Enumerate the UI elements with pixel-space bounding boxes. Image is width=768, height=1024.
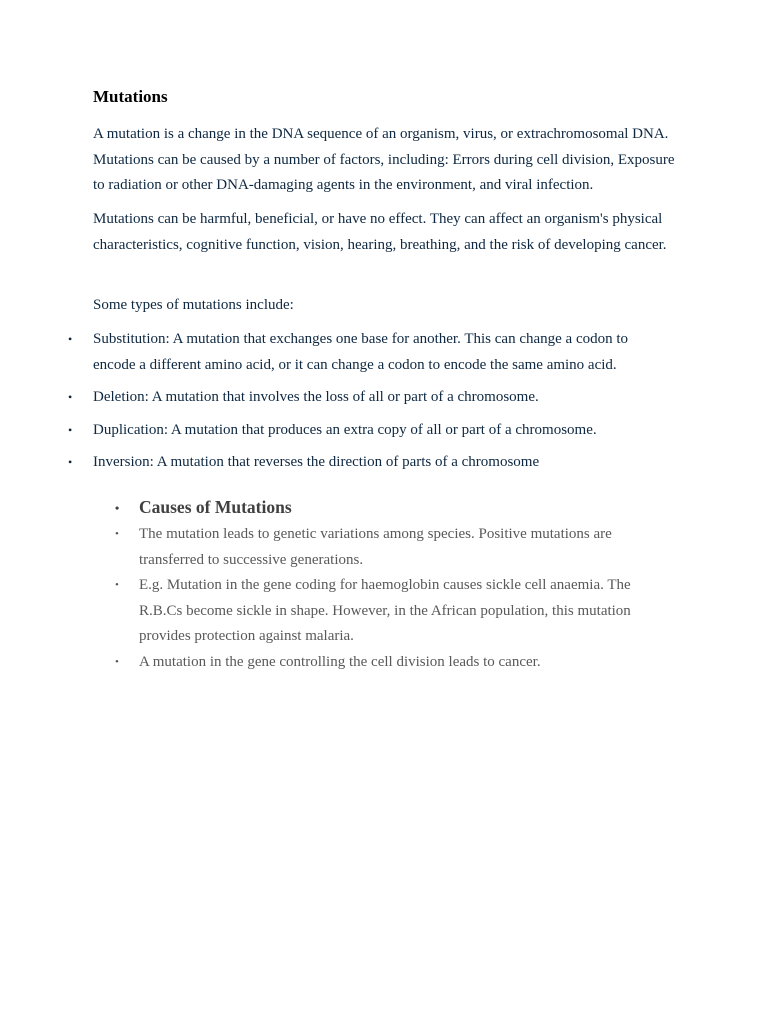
causes-item-text: The mutation leads to genetic variations among species. Positive mutations are transferred to successive generations. [139,526,612,568]
bullet-icon: • [68,455,73,469]
list-item-duplication [0,418,663,444]
bullet-icon: • [115,528,119,540]
intro-paragraph: A mutation is a change in the DNA sequence of an organism, virus, or extrachromosomal DNA. Mutations can be caused by a number of factors, including: Errors during cell division, Exposure to radiation or other DNA-damaging agents in the environment, and viral infection. [93,126,675,193]
document-title: Mutations [93,87,168,106]
bullet-icon: • [68,332,73,346]
causes-item-text: A mutation in the gene controlling the cell division leads to cancer. [139,653,541,670]
causes-list-item [0,522,659,573]
causes-heading [0,494,659,521]
causes-list-item [0,650,659,676]
bullet-icon: • [115,579,119,591]
bullet-icon: • [115,501,120,515]
list-item-text: Inversion: A mutation that reverses the direction of parts of a chromosome [93,454,540,470]
causes-heading-text: Causes of Mutations [139,497,292,517]
effects-paragraph: Mutations can be harmful, beneficial, or have no effect. They can affect an organism's physical characteristics, cognitive function, vision, hearing, breathing, and the risk of developing cancer. [93,211,667,253]
causes-list-item [0,573,659,650]
list-item-deletion [0,385,663,411]
causes-section [0,494,768,675]
list-item-text: Deletion: A mutation that involves the loss of all or part of a chromosome. [93,389,539,405]
list-item-text: Duplication: A mutation that produces an extra copy of all or part of a chromosome. [93,421,597,438]
causes-item-text: E.g. Mutation in the gene coding for haemoglobin causes sickle cell anaemia. The R.B.Cs become sickle in shape. However, in the African population, this mutation provides protection against malaria. [139,577,631,644]
bullet-icon: • [115,655,119,668]
bullet-icon: • [68,390,73,404]
mutation-types-list [0,327,768,483]
bullet-icon: • [68,422,73,437]
list-item-inversion [0,450,663,476]
types-intro-paragraph: Some types of mutations include: [93,297,294,313]
list-item-text: Substitution: A mutation that exchanges one base for another. This can change a codon to encode a different amino acid, or it can change a codon to encode the same amino acid. [93,331,629,373]
list-item-substitution [0,327,663,378]
